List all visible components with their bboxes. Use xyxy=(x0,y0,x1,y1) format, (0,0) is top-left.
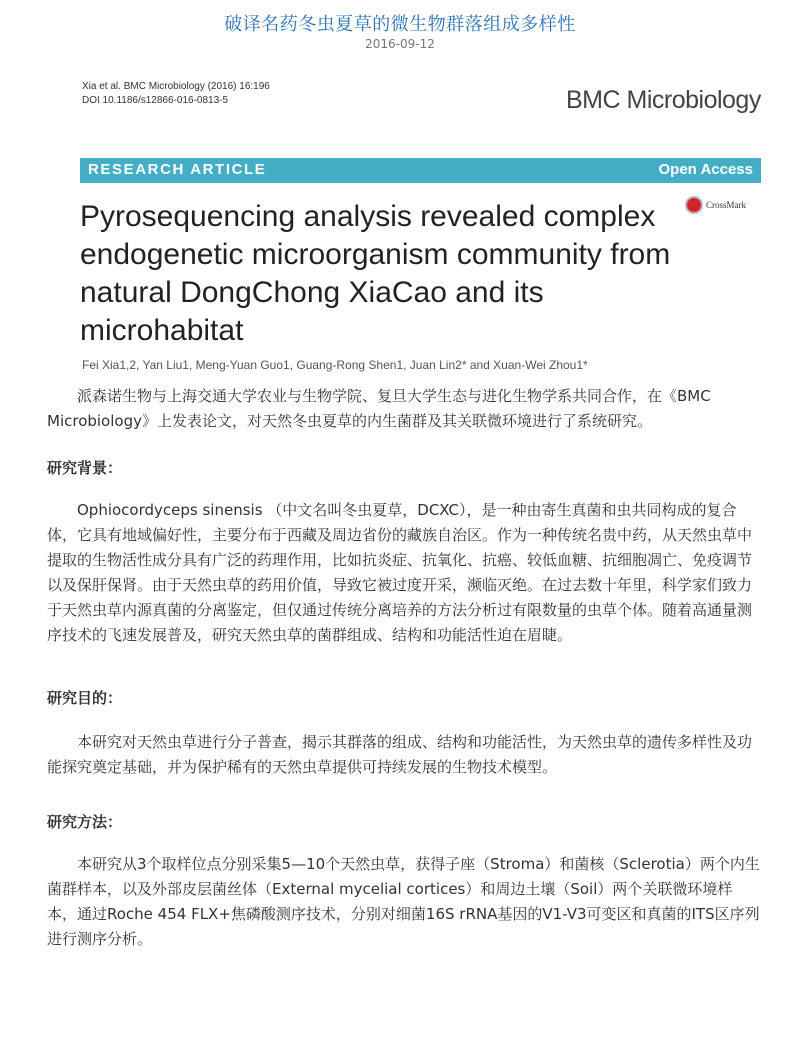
journal-logo: BMC Microbiology xyxy=(566,86,761,114)
background-heading: 研究背景： xyxy=(47,459,123,477)
methods-paragraph: 本研究从3个取样位点分别采集5—10个天然虫草，获得子座（Stroma）和菌核（Sclerotia）两个内生菌群样本，以及外部皮层菌丝体（External mycelial cortices）和周边土壤（Soil）两个关联微环境样本，通过Roche 454 FLX+焦磷酸测序技术，分别对细菌16S rRNA基因的V1-V3可变区和真菌的ITS区序列进行测序分析。 xyxy=(47,855,760,948)
page-title: 破译名药冬虫夏草的微生物群落组成多样性 xyxy=(224,14,576,35)
background-paragraph: Ophiocordyceps sinensis （中文名叫冬虫夏草，DCXC），是一种由寄生真菌和虫共同构成的复合体，它具有地域偏好性，主要分布于西藏及周边省份的藏族自治区。作为一种传统名贵中药，从天然虫草中提取的生物活性成分具有广泛的药理作用，比如抗炎症、抗氧化、抗癌、较低血糖、抗细胞凋亡、免疫调节以及保肝保肾。由于天然虫草的药用价值，导致它被过度开采，濒临灭绝。在过去数十年里，科学家们致力于天然虫草内源真菌的分离鉴定，但仅通过传统分离培养的方法分析过有限数量的虫草个体。随着高通量测序技术的飞速发展普及，研究天然虫草的菌群组成、结构和功能活性迫在眉睫。 xyxy=(47,501,753,644)
crossmark-badge[interactable] xyxy=(685,196,746,214)
crossmark-label: CrossMark xyxy=(706,200,746,210)
methods-heading: 研究方法： xyxy=(47,813,123,831)
purpose-paragraph: 本研究对天然虫草进行分子普查，揭示其群落的组成、结构和功能活性，为天然虫草的遗传多样性及功能探究奠定基础，并为保护稀有的天然虫草提供可持续发展的生物技术模型。 xyxy=(47,733,753,776)
article-type: RESEARCH ARTICLE xyxy=(88,161,267,178)
citation-line: Xia et al. BMC Microbiology (2016) 16:196 xyxy=(82,81,270,92)
article-type-bar xyxy=(80,158,761,183)
paper-authors: Fei Xia1,2, Yan Liu1, Meng-Yuan Guo1, Guang-Rong Shen1, Juan Lin2* and Xuan-Wei Zhou1* xyxy=(82,358,588,372)
citation xyxy=(82,80,270,108)
paper-title: Pyrosequencing analysis revealed complex endogenetic microorganism community from natural DongChong XiaCao and its microhabitat xyxy=(80,200,671,347)
doi-line: DOI 10.1186/s12866-016-0813-5 xyxy=(82,95,229,106)
open-access-label: Open Access xyxy=(658,161,753,178)
intro-paragraph: 派森诺生物与上海交通大学农业与生物学院、复旦大学生态与进化生物学系共同合作，在《BMC Microbiology》上发表论文，对天然冬虫夏草的内生菌群及其关联微环境进行了系统研究。 xyxy=(47,387,711,430)
publish-date: 2016-09-12 xyxy=(365,37,435,51)
purpose-heading: 研究目的： xyxy=(47,689,123,707)
